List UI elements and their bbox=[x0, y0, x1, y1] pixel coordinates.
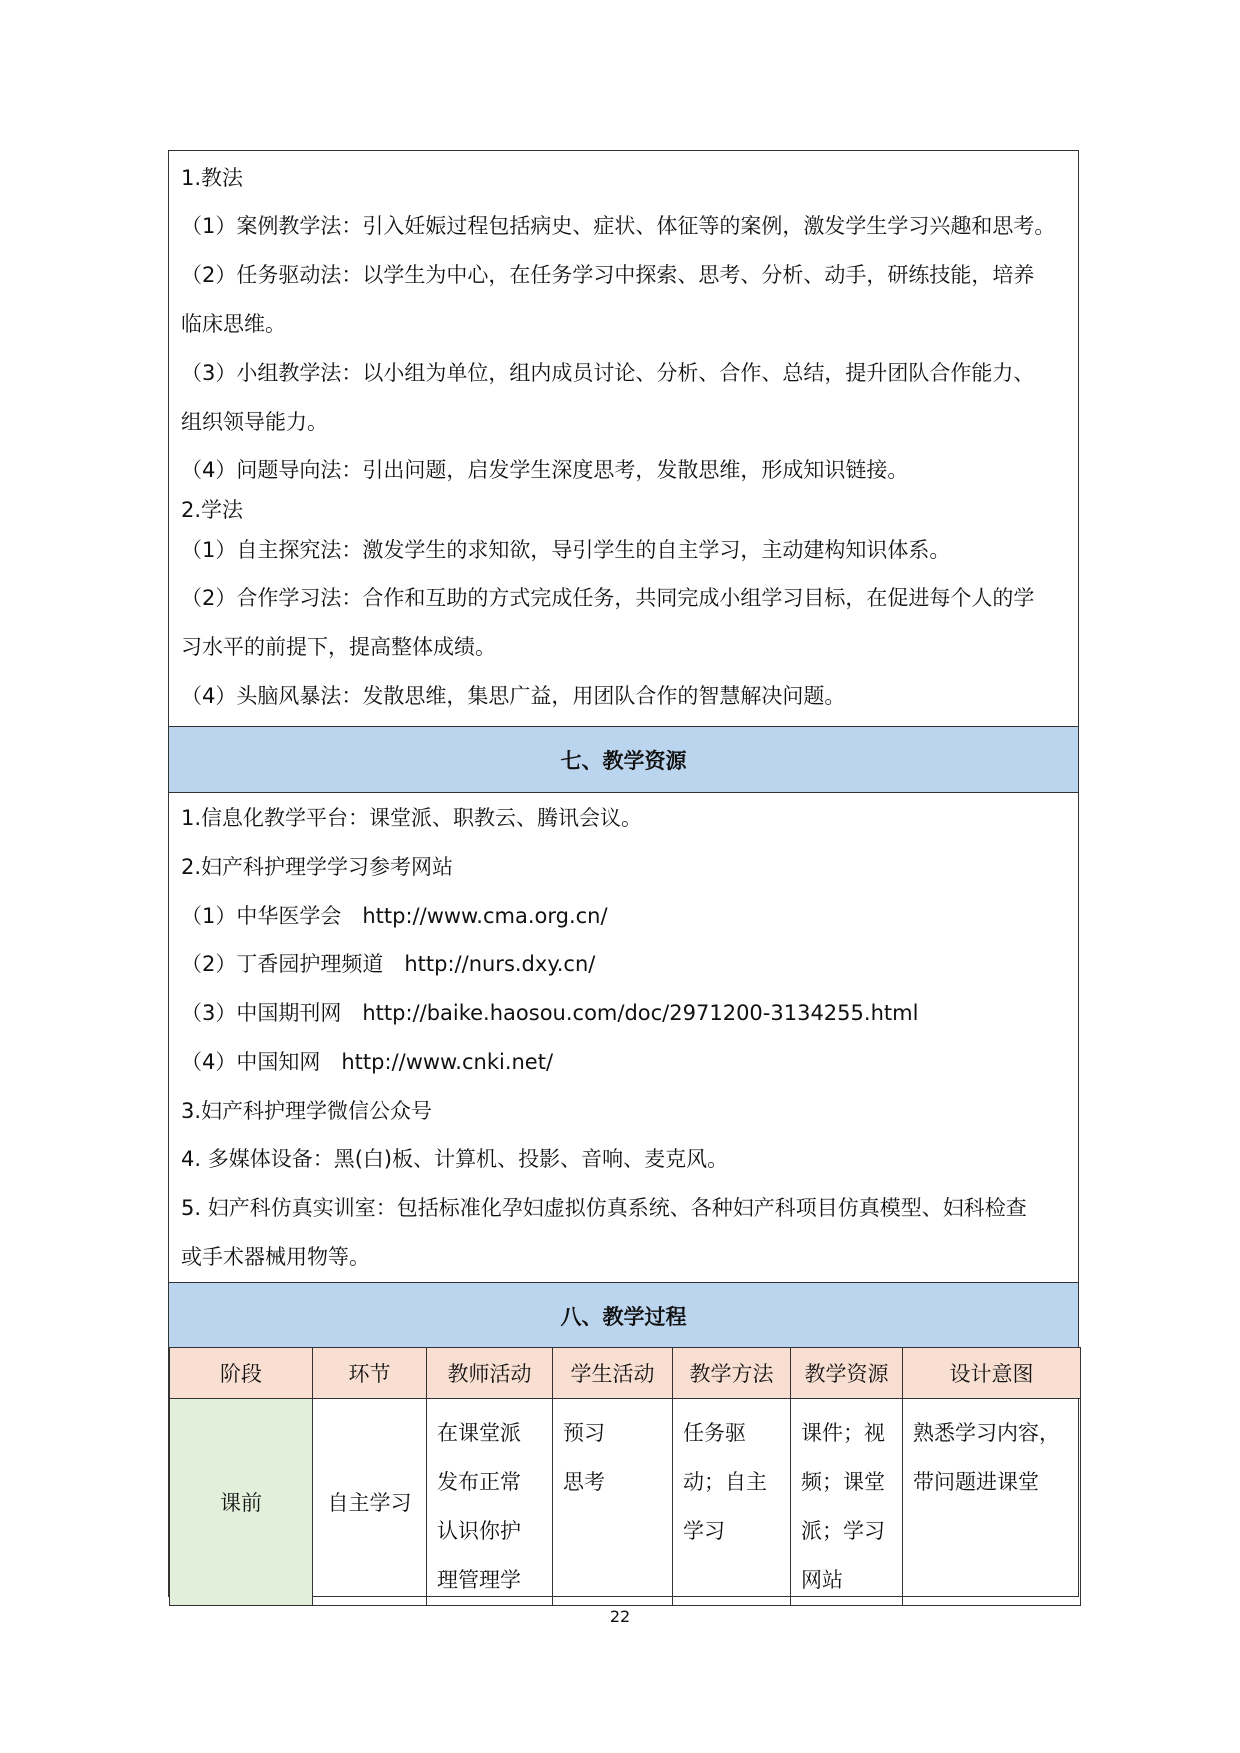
header-teacher-activity: 教师活动 bbox=[427, 1348, 553, 1399]
teaching-method-line: （4）问题导向法：引出问题，启发学生深度思考，发散思维，形成知识链接。 bbox=[181, 458, 909, 482]
section7-title-text: 七、教学资源 bbox=[560, 748, 687, 773]
teaching-method-line: （3）小组教学法：以小组为单位，组内成员讨论、分析、合作、总结，提升团队合作能力、 bbox=[181, 361, 1035, 385]
cell-line: 思考 bbox=[563, 1470, 605, 1494]
header-teaching-resource: 教学资源 bbox=[791, 1348, 903, 1399]
cell-line: 课件；视 bbox=[801, 1421, 885, 1445]
resource-line: 3.妇产科护理学微信公众号 bbox=[181, 1099, 433, 1123]
teaching-method-line: （2）任务驱动法：以学生为中心，在任务学习中探索、思考、分析、动手，研练技能，培养 bbox=[181, 263, 1035, 287]
resource-line: 5. 妇产科仿真实训室：包括标准化孕妇虚拟仿真系统、各种妇产科项目仿真模型、妇科检查 bbox=[181, 1196, 1027, 1220]
header-node: 环节 bbox=[313, 1348, 427, 1399]
learning-method-line: （4）头脑风暴法：发散思维，集思广益，用团队合作的智慧解决问题。 bbox=[181, 684, 846, 708]
cell-line: 在课堂派 bbox=[437, 1421, 521, 1445]
cell-line: 派；学习 bbox=[801, 1519, 885, 1543]
resource-line: （3）中国期刊网 http://baike.haosou.com/doc/2971200-3134255.html bbox=[181, 1001, 919, 1025]
node-cell: 自主学习 bbox=[313, 1399, 427, 1606]
page-number: 22 bbox=[609, 1607, 631, 1626]
section8-title bbox=[169, 1282, 1078, 1349]
process-table bbox=[169, 1347, 1081, 1606]
header-design-intent: 设计意图 bbox=[903, 1348, 1081, 1399]
section8-title-text: 八、教学过程 bbox=[560, 1304, 687, 1329]
teaching-method-line: 组织领导能力。 bbox=[181, 410, 328, 434]
header-stage: 阶段 bbox=[170, 1348, 313, 1399]
cell-line: 频；课堂 bbox=[801, 1470, 885, 1494]
methods-block bbox=[169, 151, 1078, 726]
teaching-method-cell bbox=[673, 1399, 791, 1606]
resource-line: （2）丁香园护理频道 http://nurs.dxy.cn/ bbox=[181, 952, 596, 976]
teaching-resource-cell bbox=[791, 1399, 903, 1606]
cell-line: 预习 bbox=[563, 1421, 605, 1445]
cell-line: 网站 bbox=[801, 1568, 843, 1592]
resource-line: （4）中国知网 http://www.cnki.net/ bbox=[181, 1050, 554, 1074]
resource-line: 1.信息化教学平台：课堂派、职教云、腾讯会议。 bbox=[181, 806, 643, 830]
cell-line: 学习 bbox=[683, 1519, 725, 1543]
teacher-activity-cell bbox=[427, 1399, 553, 1606]
learning-method-line: （2）合作学习法：合作和互助的方式完成任务，共同完成小组学习目标，在促进每个人的学 bbox=[181, 586, 1035, 610]
cell-line: 任务驱 bbox=[683, 1421, 746, 1445]
process-table-header bbox=[170, 1348, 1081, 1399]
resources-block bbox=[169, 793, 1078, 1282]
resource-line: （1）中华医学会 http://www.cma.org.cn/ bbox=[181, 904, 608, 928]
cell-line: 动；自主 bbox=[683, 1470, 767, 1494]
header-teaching-method: 教学方法 bbox=[673, 1348, 791, 1399]
cell-line: 理管理学 bbox=[437, 1568, 521, 1592]
teaching-methods-heading: 1.教法 bbox=[181, 166, 244, 190]
teaching-method-line: （1）案例教学法：引入妊娠过程包括病史、症状、体征等的案例，激发学生学习兴趣和思考。 bbox=[181, 214, 1056, 238]
stage-cell: 课前 bbox=[170, 1399, 313, 1606]
header-student-activity: 学生活动 bbox=[553, 1348, 673, 1399]
resource-line: 2.妇产科护理学学习参考网站 bbox=[181, 855, 454, 879]
cell-line: 带问题进课堂 bbox=[913, 1470, 1039, 1494]
table-row bbox=[170, 1399, 1081, 1606]
design-intent-cell bbox=[903, 1399, 1081, 1606]
content-frame bbox=[168, 150, 1079, 1597]
learning-methods-heading: 2.学法 bbox=[181, 498, 244, 522]
resource-line: 4. 多媒体设备：黑(白)板、计算机、投影、音响、麦克风。 bbox=[181, 1147, 729, 1171]
teaching-method-line: 临床思维。 bbox=[181, 312, 286, 336]
student-activity-cell bbox=[553, 1399, 673, 1606]
cell-line: 认识你护 bbox=[437, 1519, 521, 1543]
learning-method-line: （1）自主探究法：激发学生的求知欲，导引学生的自主学习，主动建构知识体系。 bbox=[181, 538, 951, 562]
section7-title bbox=[169, 726, 1078, 793]
learning-method-line: 习水平的前提下，提高整体成绩。 bbox=[181, 635, 496, 659]
resource-line: 或手术器械用物等。 bbox=[181, 1245, 370, 1269]
cell-line: 发布正常 bbox=[437, 1470, 521, 1494]
cell-line: 熟悉学习内容， bbox=[913, 1421, 1060, 1445]
